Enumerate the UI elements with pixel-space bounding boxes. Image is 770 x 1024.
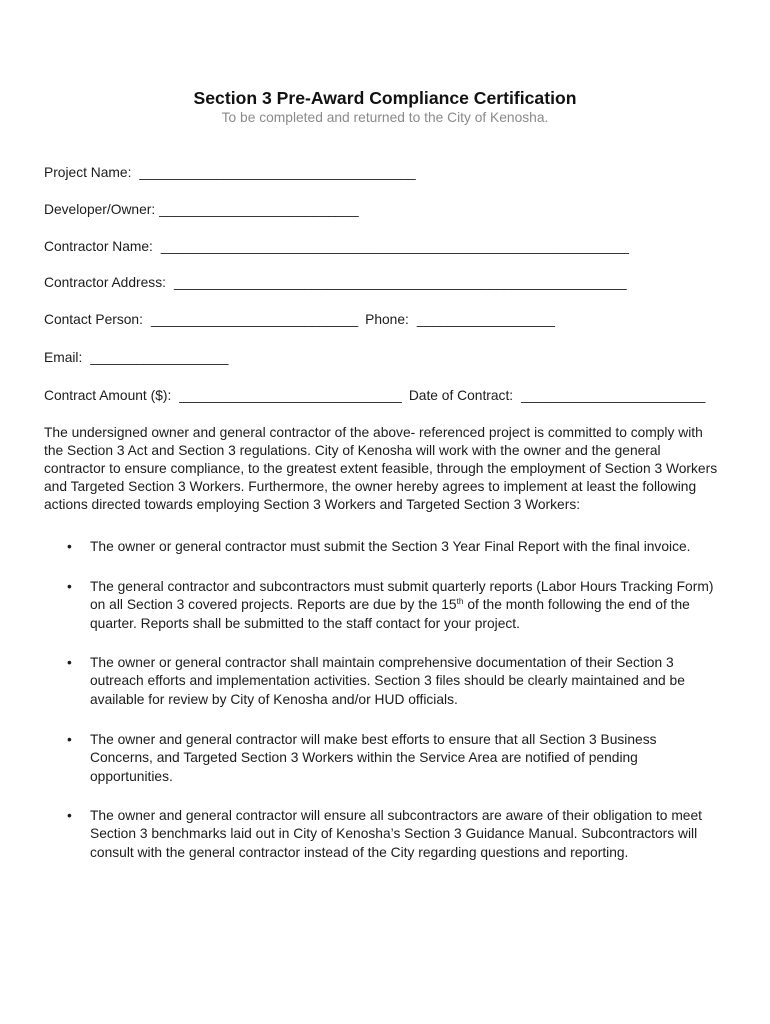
email-blank[interactable]: __________________ — [90, 350, 229, 365]
contract-amount-blank[interactable]: _____________________________ — [179, 388, 402, 403]
bullet-marker: • — [67, 579, 72, 594]
developer-owner-blank[interactable]: __________________________ — [159, 202, 359, 217]
document-subtitle: To be completed and returned to the City of Kenosha. — [221, 110, 549, 125]
bullet-marker: • — [67, 808, 72, 823]
contractor-name-blank[interactable]: _____________________________________________________________ — [160, 239, 629, 254]
list-item-text-part: The general contractor and subcontractors must submit quarterly reports (Labor Hours Tracking Form) on all Section 3 covered projects. Reports are due by the 15 — [90, 579, 714, 613]
list-item-text: The owner or general contractor shall maintain comprehensive documentation of their Section 3 outreach efforts and implementation activities. Section 3 files should be clearly maintained and be available for review by City of Kenosha and/or HUD officials. — [90, 655, 685, 707]
ordinal-superscript: th — [456, 596, 464, 607]
bullet-marker: • — [67, 655, 72, 670]
phone-blank[interactable]: __________________ — [416, 312, 555, 327]
list-item-text: The owner or general contractor must submit the Section 3 Year Final Report with the final invoice. — [90, 539, 691, 554]
contact-person-blank[interactable]: ___________________________ — [150, 312, 359, 327]
document-title: Section 3 Pre-Award Compliance Certification — [193, 88, 577, 108]
list-item-text — [90, 578, 719, 633]
contractor-address-blank[interactable]: ___________________________________________________________ — [173, 275, 627, 290]
list-item-text-part: of the month following the end of the quarter. Reports shall be submitted to the staff contact for your project. — [90, 597, 690, 631]
email-label: Email: — [44, 350, 83, 365]
list-item-text: The owner and general contractor will make best efforts to ensure that all Section 3 Business Concerns, and Targeted Section 3 Workers within the Service Area are notified of pending opportunities. — [90, 732, 657, 784]
date-of-contract-blank[interactable]: ________________________ — [521, 388, 706, 403]
project-name-label: Project Name: — [44, 165, 132, 180]
bullet-marker: • — [67, 539, 72, 554]
bullet-marker: • — [67, 732, 72, 747]
date-of-contract-label: Date of Contract: — [408, 388, 514, 403]
project-name-blank[interactable]: ____________________________________ — [139, 165, 416, 180]
contractor-address-label: Contractor Address: — [44, 275, 166, 290]
contract-amount-label: Contract Amount ($): — [44, 388, 172, 403]
phone-label: Phone: — [365, 312, 409, 327]
intro-paragraph: The undersigned owner and general contractor of the above- referenced project is committed to comply with the Section 3 Act and Section 3 regulations. City of Kenosha will work with the owner and the general contractor to ensure compliance, to the greatest extent feasible, through the employment of Section 3 Workers and Targeted Section 3 Workers. Furthermore, the owner hereby agrees to implement at least the following actions directed towards employing Section 3 Workers and Targeted Section 3 Workers: — [44, 425, 718, 512]
list-item-text: The owner and general contractor will ensure all subcontractors are aware of their obligation to meet Section 3 benchmarks laid out in City of Kenosha’s Section 3 Guidance Manual. Subcontractors will consult with the general contractor instead of the City regarding questions and reporting. — [90, 808, 702, 860]
contact-person-label: Contact Person: — [44, 312, 143, 327]
developer-owner-label: Developer/Owner: — [44, 202, 156, 217]
contractor-name-label: Contractor Name: — [44, 239, 153, 254]
